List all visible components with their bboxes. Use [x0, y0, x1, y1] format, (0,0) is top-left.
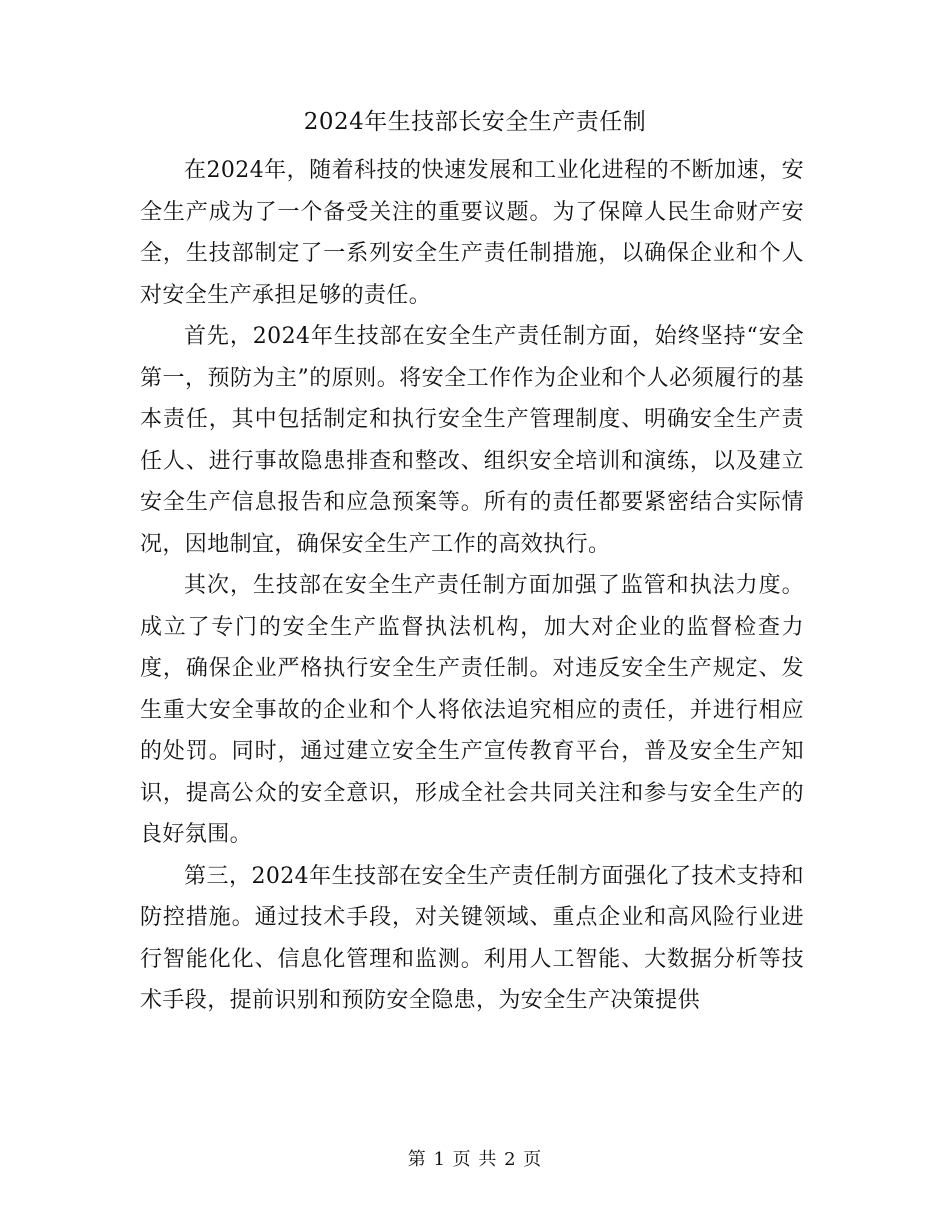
- document-title: 2024年生技部长安全生产责任制: [303, 109, 647, 135]
- page-number-footer: 第 1 页 共 2 页: [407, 1149, 543, 1170]
- paragraph-3: 其次，生技部在安全生产责任制方面加强了监管和执法力度。成立了专门的安全生产监督执法机构，加大对企业的监督检查力度，确保企业严格执行安全生产责任制。对违反安全生产规定、发生重大安全事故的企业和个人将依法追究相应的责任，并进行相应的处罚。同时，通过建立安全生产宣传教育平台，普及安全生产知识，提高公众的安全意识，形成全社会共同关注和参与安全生产的良好氛围。: [140, 573, 804, 847]
- document-body: [140, 150, 804, 1022]
- paragraph-1: 在2024年，随着科技的快速发展和工业化进程的不断加速，安全生产成为了一个备受关注的重要议题。为了保障人民生命财产安全，生技部制定了一系列安全生产责任制措施，以确保企业和个人对安全生产承担足够的责任。: [140, 158, 804, 308]
- paragraph-4: 第三，2024年生技部在安全生产责任制方面强化了技术支持和防控措施。通过技术手段，对关键领域、重点企业和高风险行业进行智能化化、信息化管理和监测。利用人工智能、大数据分析等技术手段，提前识别和预防安全隐患，为安全生产决策提供: [140, 863, 804, 1013]
- paragraph-2: 首先，2024年生技部在安全生产责任制方面，始终坚持“安全第一，预防为主”的原则。将安全工作作为企业和个人必须履行的基本责任，其中包括制定和执行安全生产管理制度、明确安全生产责任人、进行事故隐患排查和整改、组织安全培训和演练，以及建立安全生产信息报告和应急预案等。所有的责任都要紧密结合实际情况，因地制宜，确保安全生产工作的高效执行。: [140, 324, 804, 557]
